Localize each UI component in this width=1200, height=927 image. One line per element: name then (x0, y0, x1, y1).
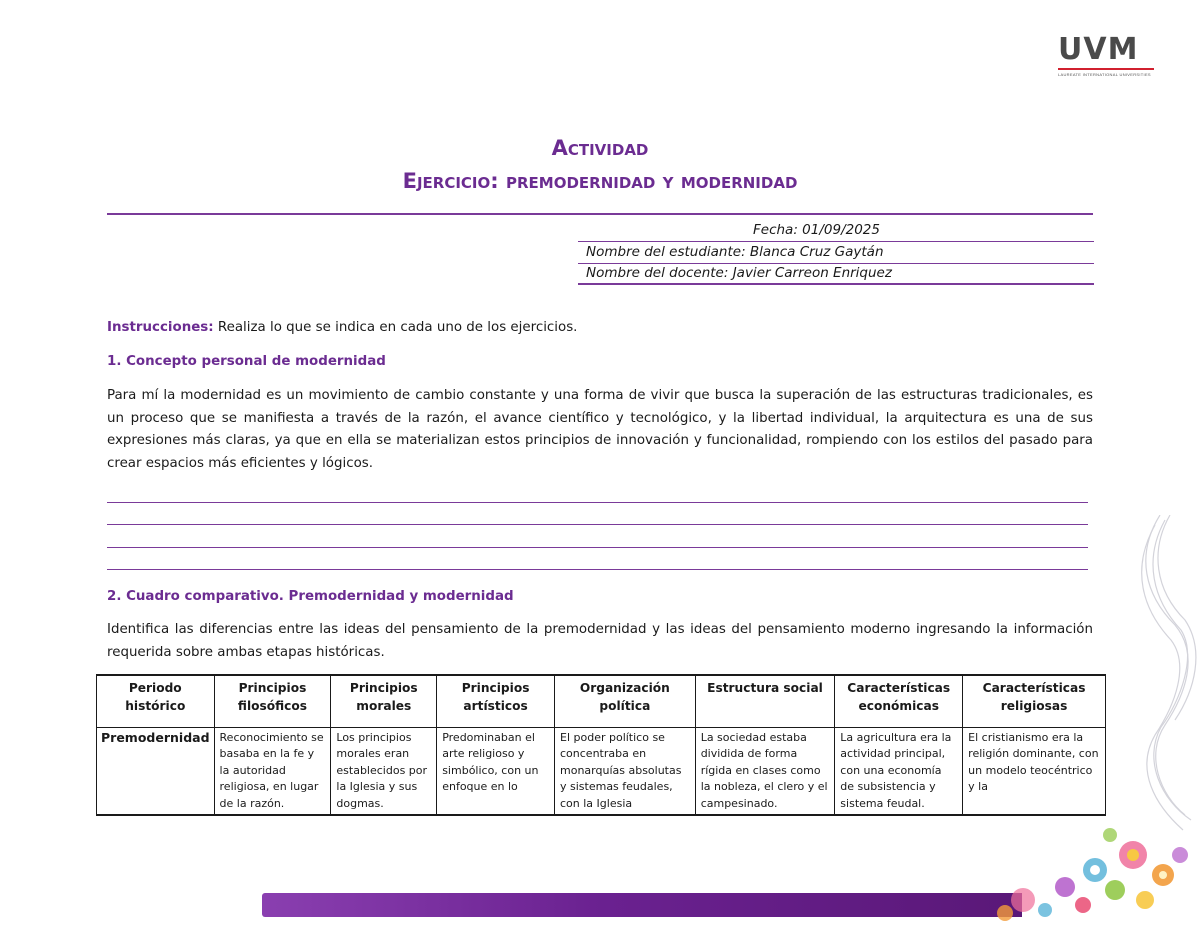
section1-body: Para mí la modernidad es un movimiento de cambio constante y una forma de vivir que busca la superación de las estructuras tradicionales, es un proceso que se manifiesta a través de la razón, el avance científico y tecnológico, y la libertad individual, la arquitectura es una de sus expresiones más claras, ya que en ella se materializan estos principios de innovación y funcionalidad, rompiendo con los estilos del pasado para crear espacios más eficientes y lógicos. (107, 388, 1093, 471)
header-filosoficos: Principios filosóficos (214, 675, 331, 727)
header-religiosas: Características religiosas (963, 675, 1106, 727)
cell-filosoficos: Reconocimiento se basaba en la fe y la autoridad religiosa, en lugar de la razón. (214, 727, 331, 815)
activity-title: Actividad (551, 136, 649, 160)
section2-heading: 2. Cuadro comparativo. Premodernidad y modernidad (107, 589, 514, 604)
logo-underline (1058, 68, 1154, 70)
cell-artisticos: Predominaban el arte religioso y simbólico, con un enfoque en lo (437, 727, 555, 815)
section1-heading: 1. Concepto personal de modernidad (107, 354, 386, 369)
comparison-table (96, 674, 1106, 816)
cell-social: La sociedad estaba dividida de forma rígida en clases como la nobleza, el clero y el campesinado. (695, 727, 835, 815)
header-social: Estructura social (695, 675, 835, 727)
exercise-title: Ejercicio: premodernidad y modernidad (402, 169, 798, 193)
uvm-logo (1058, 34, 1158, 77)
table-row (97, 727, 1106, 815)
instructions-label: Instrucciones: (107, 320, 214, 335)
instructions (107, 317, 1093, 340)
cell-politica: El poder político se concentraba en monarquías absolutas y sistemas feudales, con la Iglesia (555, 727, 696, 815)
answer-line-4 (107, 569, 1088, 570)
logo-tagline: LAUREATE INTERNATIONAL UNIVERSITIES (1058, 72, 1151, 77)
answer-line-2 (107, 524, 1088, 525)
header-artisticos: Principios artísticos (437, 675, 555, 727)
section2-body: Identifica las diferencias entre las ideas del pensamiento de la premodernidad y las ideas del pensamiento moderno ingresando la información requerida sobre ambas etapas históricas. (107, 622, 1093, 660)
header-economicas: Características económicas (835, 675, 963, 727)
cell-morales: Los principios morales eran establecidos por la Iglesia y sus dogmas. (331, 727, 437, 815)
teacher-name-field: Nombre del docente: Javier Carreon Enriquez (578, 263, 1094, 285)
footer-bar (262, 893, 1022, 917)
answer-line-3 (107, 547, 1088, 548)
header-periodo: Periodo histórico (97, 675, 215, 727)
cell-economicas: La agricultura era la actividad principal, con una economía de subsistencia y sistema feudal. (835, 727, 963, 815)
header-morales: Principios morales (331, 675, 437, 727)
date-field: Fecha: 01/09/2025 (578, 220, 1094, 242)
cell-periodo: Premodernidad (97, 727, 215, 815)
title-divider (107, 213, 1093, 215)
instructions-text: Realiza lo que se indica en cada uno de los ejercicios. (213, 320, 578, 335)
decorative-flowers-image (985, 515, 1200, 927)
logo-brand: UVM (1058, 32, 1139, 67)
cell-religiosas: El cristianismo era la religión dominante, con un modelo teocéntrico y la (963, 727, 1106, 815)
table-header-row (97, 675, 1106, 727)
student-name-field: Nombre del estudiante: Blanca Cruz Gaytán (578, 242, 1094, 264)
header-politica: Organización política (555, 675, 696, 727)
answer-line-1 (107, 502, 1088, 503)
